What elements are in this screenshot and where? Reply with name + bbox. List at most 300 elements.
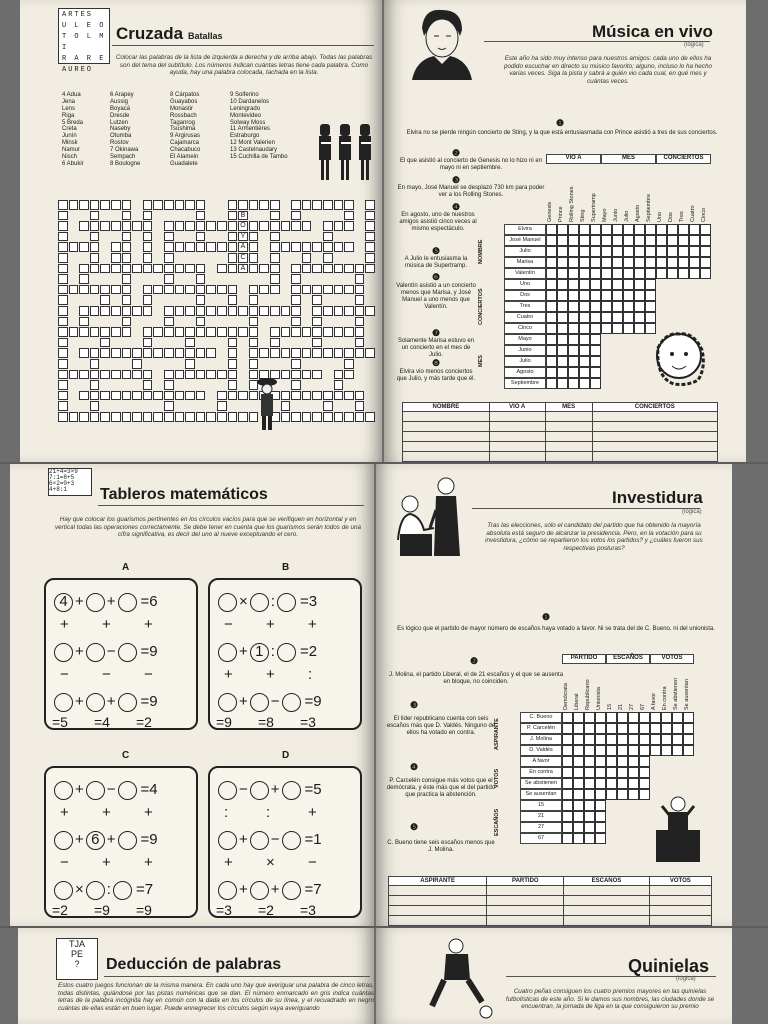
crossword-cell-filled[interactable]: A xyxy=(238,264,248,274)
crossword-cell[interactable] xyxy=(312,327,322,337)
crossword-cell[interactable] xyxy=(228,253,238,263)
crossword-cell[interactable] xyxy=(249,200,259,210)
crossword-cell[interactable] xyxy=(100,348,110,358)
grid-cell[interactable] xyxy=(634,246,645,257)
grid-cell[interactable] xyxy=(601,268,612,279)
crossword-cell[interactable] xyxy=(90,242,100,252)
crossword-cell[interactable] xyxy=(69,200,79,210)
crossword-cell[interactable] xyxy=(355,401,365,411)
crossword-cell[interactable] xyxy=(334,264,344,274)
grid-cell[interactable] xyxy=(546,378,557,389)
crossword-cell[interactable] xyxy=(111,391,121,401)
crossword-cell[interactable] xyxy=(355,317,365,327)
crossword-cell[interactable] xyxy=(291,306,301,316)
crossword-cell[interactable] xyxy=(196,295,206,305)
crossword-cell[interactable] xyxy=(175,285,185,295)
crossword-cell[interactable] xyxy=(323,327,333,337)
crossword-cell[interactable] xyxy=(143,306,153,316)
crossword-cell[interactable] xyxy=(175,306,185,316)
crossword-cell[interactable] xyxy=(153,327,163,337)
grid-cell[interactable] xyxy=(557,268,568,279)
crossword-cell[interactable] xyxy=(58,211,68,221)
answer-cell[interactable] xyxy=(545,452,592,462)
crossword-cell[interactable] xyxy=(122,391,132,401)
crossword-cell[interactable] xyxy=(238,200,248,210)
crossword-cell[interactable] xyxy=(302,370,312,380)
crossword-cell[interactable] xyxy=(217,285,227,295)
crossword-cell[interactable] xyxy=(238,327,248,337)
grid-cell[interactable] xyxy=(639,778,650,789)
grid-cell[interactable] xyxy=(683,723,694,734)
grid-cell[interactable] xyxy=(590,323,601,334)
crossword-cell[interactable] xyxy=(132,264,142,274)
grid-cell[interactable] xyxy=(595,811,606,822)
digit-circle[interactable] xyxy=(86,593,105,612)
grid-cell[interactable] xyxy=(683,712,694,723)
grid-cell[interactable] xyxy=(573,767,584,778)
digit-circle[interactable] xyxy=(282,831,301,850)
answer-cell[interactable] xyxy=(592,422,717,432)
grid-cell[interactable] xyxy=(612,301,623,312)
grid-cell[interactable] xyxy=(617,712,628,723)
crossword-cell[interactable] xyxy=(228,264,238,274)
grid-cell[interactable] xyxy=(628,734,639,745)
crossword-cell[interactable] xyxy=(185,264,195,274)
crossword-cell[interactable] xyxy=(90,200,100,210)
grid-cell[interactable] xyxy=(634,301,645,312)
digit-circle[interactable] xyxy=(218,831,237,850)
crossword-cell[interactable] xyxy=(355,306,365,316)
crossword-cell[interactable] xyxy=(185,348,195,358)
grid-cell[interactable] xyxy=(568,246,579,257)
grid-cell[interactable] xyxy=(590,235,601,246)
crossword-cell[interactable] xyxy=(90,327,100,337)
crossword-cell[interactable] xyxy=(122,242,132,252)
answer-cell[interactable] xyxy=(487,886,564,896)
crossword-cell[interactable] xyxy=(249,359,259,369)
grid-cell[interactable] xyxy=(634,257,645,268)
answer-cell[interactable] xyxy=(389,896,487,906)
grid-cell[interactable] xyxy=(568,334,579,345)
grid-cell[interactable] xyxy=(661,734,672,745)
grid-cell[interactable] xyxy=(601,301,612,312)
crossword-cell[interactable] xyxy=(132,370,142,380)
grid-cell[interactable] xyxy=(628,789,639,800)
grid-cell[interactable] xyxy=(557,345,568,356)
crossword-cell[interactable] xyxy=(312,285,322,295)
digit-circle[interactable] xyxy=(277,593,296,612)
crossword-cell-filled[interactable]: Y xyxy=(238,232,248,242)
crossword-cell[interactable] xyxy=(291,200,301,210)
crossword-cell[interactable] xyxy=(270,274,280,284)
grid-cell[interactable] xyxy=(623,268,634,279)
answer-cell[interactable] xyxy=(592,442,717,452)
crossword-cell[interactable] xyxy=(228,306,238,316)
crossword-cell[interactable] xyxy=(153,200,163,210)
crossword-cell[interactable] xyxy=(249,221,259,231)
crossword-cell[interactable] xyxy=(90,264,100,274)
crossword-cell[interactable] xyxy=(323,412,333,422)
grid-cell[interactable] xyxy=(656,246,667,257)
crossword-cell[interactable] xyxy=(143,348,153,358)
crossword-cell[interactable] xyxy=(164,327,174,337)
grid-cell[interactable] xyxy=(606,712,617,723)
crossword-cell[interactable] xyxy=(270,306,280,316)
crossword-cell-filled[interactable]: C xyxy=(238,253,248,263)
crossword-cell[interactable] xyxy=(122,200,132,210)
crossword-cell[interactable] xyxy=(270,242,280,252)
digit-circle[interactable] xyxy=(54,643,73,662)
crossword-cell[interactable] xyxy=(344,306,354,316)
answer-cell[interactable] xyxy=(489,422,545,432)
grid-cell[interactable] xyxy=(645,224,656,235)
crossword-cell[interactable] xyxy=(365,264,375,274)
crossword-cell[interactable] xyxy=(153,348,163,358)
crossword-cell[interactable] xyxy=(217,306,227,316)
grid-cell[interactable] xyxy=(584,767,595,778)
grid-cell[interactable] xyxy=(617,734,628,745)
crossword-cell[interactable] xyxy=(217,401,227,411)
crossword-cell[interactable] xyxy=(196,232,206,242)
grid-cell[interactable] xyxy=(562,789,573,800)
grid-cell[interactable] xyxy=(579,235,590,246)
crossword-cell[interactable] xyxy=(334,285,344,295)
grid-cell[interactable] xyxy=(612,268,623,279)
crossword-cell[interactable] xyxy=(58,380,68,390)
crossword-cell[interactable] xyxy=(122,317,132,327)
digit-circle[interactable] xyxy=(118,781,137,800)
digit-circle[interactable] xyxy=(86,643,105,662)
answer-cell[interactable] xyxy=(389,906,487,916)
answer-table[interactable] xyxy=(388,876,712,926)
digit-circle[interactable] xyxy=(118,693,137,712)
crossword-cell[interactable] xyxy=(111,253,121,263)
crossword-cell[interactable] xyxy=(291,221,301,231)
crossword-cell[interactable] xyxy=(355,285,365,295)
crossword-cell[interactable] xyxy=(143,211,153,221)
crossword-cell[interactable] xyxy=(175,221,185,231)
crossword-cell[interactable] xyxy=(90,359,100,369)
crossword-cell[interactable] xyxy=(281,327,291,337)
crossword-cell[interactable] xyxy=(344,264,354,274)
answer-cell[interactable] xyxy=(403,422,490,432)
crossword-cell[interactable] xyxy=(281,306,291,316)
grid-cell[interactable] xyxy=(546,323,557,334)
crossword-cell[interactable] xyxy=(143,380,153,390)
crossword-cell[interactable] xyxy=(143,370,153,380)
crossword-cell[interactable] xyxy=(259,221,269,231)
crossword-cell[interactable] xyxy=(196,221,206,231)
grid-cell[interactable] xyxy=(650,712,661,723)
digit-circle[interactable]: 1 xyxy=(250,643,269,662)
crossword-cell[interactable] xyxy=(302,348,312,358)
grid-cell[interactable] xyxy=(672,712,683,723)
crossword-cell[interactable] xyxy=(58,412,68,422)
answer-row[interactable] xyxy=(389,896,712,906)
crossword-cell[interactable] xyxy=(302,264,312,274)
answer-cell[interactable] xyxy=(489,452,545,462)
grid-cell[interactable] xyxy=(645,257,656,268)
grid-cell[interactable] xyxy=(590,345,601,356)
crossword-cell[interactable] xyxy=(58,370,68,380)
crossword-cell[interactable] xyxy=(302,242,312,252)
grid-cell[interactable] xyxy=(595,723,606,734)
crossword-cell[interactable] xyxy=(111,221,121,231)
crossword-cell[interactable] xyxy=(206,285,216,295)
crossword-cell[interactable] xyxy=(302,200,312,210)
crossword-cell[interactable] xyxy=(291,285,301,295)
grid-cell[interactable] xyxy=(579,246,590,257)
grid-cell[interactable] xyxy=(595,767,606,778)
crossword-cell[interactable] xyxy=(206,412,216,422)
grid-cell[interactable] xyxy=(601,257,612,268)
grid-cell[interactable] xyxy=(568,279,579,290)
digit-circle[interactable] xyxy=(218,881,237,900)
crossword-cell[interactable] xyxy=(217,221,227,231)
crossword-cell[interactable] xyxy=(122,221,132,231)
grid-cell[interactable] xyxy=(656,268,667,279)
grid-cell[interactable] xyxy=(562,811,573,822)
grid-cell[interactable] xyxy=(584,789,595,800)
grid-cell[interactable] xyxy=(595,745,606,756)
grid-cell[interactable] xyxy=(546,224,557,235)
crossword-cell[interactable] xyxy=(58,285,68,295)
grid-cell[interactable] xyxy=(557,224,568,235)
crossword-cell[interactable] xyxy=(79,370,89,380)
grid-cell[interactable] xyxy=(639,712,650,723)
crossword-cell[interactable] xyxy=(259,306,269,316)
grid-cell[interactable] xyxy=(595,800,606,811)
grid-cell[interactable] xyxy=(595,712,606,723)
grid-cell[interactable] xyxy=(557,367,568,378)
crossword-cell[interactable] xyxy=(185,285,195,295)
grid-cell[interactable] xyxy=(579,345,590,356)
crossword-cell[interactable] xyxy=(164,380,174,390)
crossword-cell[interactable] xyxy=(334,221,344,231)
crossword-cell[interactable] xyxy=(122,253,132,263)
grid-cell[interactable] xyxy=(590,312,601,323)
crossword-cell[interactable] xyxy=(323,253,333,263)
crossword-cell[interactable] xyxy=(312,200,322,210)
grid-cell[interactable] xyxy=(557,246,568,257)
grid-cell[interactable] xyxy=(579,224,590,235)
crossword-cell[interactable] xyxy=(164,253,174,263)
grid-cell[interactable] xyxy=(546,279,557,290)
grid-cell[interactable] xyxy=(584,745,595,756)
crossword-cell[interactable] xyxy=(175,391,185,401)
crossword-cell[interactable] xyxy=(79,412,89,422)
crossword-cell[interactable] xyxy=(58,338,68,348)
crossword-cell[interactable] xyxy=(355,391,365,401)
grid-cell[interactable] xyxy=(601,246,612,257)
answer-cell[interactable] xyxy=(389,886,487,896)
digit-circle[interactable] xyxy=(118,593,137,612)
grid-cell[interactable] xyxy=(628,767,639,778)
grid-cell[interactable] xyxy=(601,235,612,246)
crossword-cell[interactable] xyxy=(143,327,153,337)
crossword-cell[interactable] xyxy=(100,338,110,348)
grid-cell[interactable] xyxy=(584,800,595,811)
grid-cell[interactable] xyxy=(546,312,557,323)
grid-cell[interactable] xyxy=(584,811,595,822)
crossword-cell[interactable] xyxy=(79,264,89,274)
digit-circle[interactable] xyxy=(118,643,137,662)
grid-cell[interactable] xyxy=(568,257,579,268)
crossword-cell[interactable] xyxy=(153,285,163,295)
crossword-cell[interactable] xyxy=(100,327,110,337)
answer-cell[interactable] xyxy=(487,916,564,926)
grid-cell[interactable] xyxy=(689,235,700,246)
crossword-cell[interactable] xyxy=(238,412,248,422)
crossword-cell[interactable] xyxy=(100,370,110,380)
crossword-cell[interactable] xyxy=(122,370,132,380)
crossword-cell[interactable] xyxy=(291,370,301,380)
grid-cell[interactable] xyxy=(590,367,601,378)
grid-cell[interactable] xyxy=(590,246,601,257)
crossword-cell[interactable] xyxy=(291,412,301,422)
crossword-cell[interactable] xyxy=(259,348,269,358)
grid-cell[interactable] xyxy=(568,345,579,356)
crossword-cell[interactable] xyxy=(79,317,89,327)
grid-cell[interactable] xyxy=(623,235,634,246)
grid-cell[interactable] xyxy=(661,723,672,734)
crossword-cell[interactable] xyxy=(281,391,291,401)
grid-cell[interactable] xyxy=(634,235,645,246)
answer-row[interactable] xyxy=(389,916,712,926)
crossword-cell[interactable] xyxy=(143,253,153,263)
crossword-cell[interactable] xyxy=(302,253,312,263)
crossword-cell[interactable] xyxy=(90,412,100,422)
crossword-cell[interactable] xyxy=(164,348,174,358)
grid-cell[interactable] xyxy=(617,767,628,778)
grid-cell[interactable] xyxy=(683,734,694,745)
grid-cell[interactable] xyxy=(595,822,606,833)
crossword-cell[interactable] xyxy=(58,221,68,231)
crossword-cell[interactable] xyxy=(196,327,206,337)
digit-circle[interactable] xyxy=(250,781,269,800)
crossword-grid[interactable] xyxy=(58,200,378,440)
grid-cell[interactable] xyxy=(606,756,617,767)
crossword-cell[interactable] xyxy=(365,306,375,316)
grid-cell[interactable] xyxy=(546,246,557,257)
crossword-cell[interactable] xyxy=(185,327,195,337)
answer-cell[interactable] xyxy=(403,432,490,442)
grid-cell[interactable] xyxy=(612,279,623,290)
crossword-cell[interactable] xyxy=(281,242,291,252)
crossword-cell[interactable] xyxy=(217,412,227,422)
crossword-cell[interactable] xyxy=(90,253,100,263)
crossword-cell[interactable] xyxy=(365,200,375,210)
crossword-cell[interactable] xyxy=(312,306,322,316)
grid-cell[interactable] xyxy=(568,367,579,378)
crossword-cell[interactable] xyxy=(228,370,238,380)
crossword-cell[interactable] xyxy=(143,391,153,401)
grid-cell[interactable] xyxy=(573,833,584,844)
grid-cell[interactable] xyxy=(546,290,557,301)
answer-cell[interactable] xyxy=(649,906,711,916)
crossword-cell[interactable] xyxy=(206,370,216,380)
grid-cell[interactable] xyxy=(672,734,683,745)
grid-cell[interactable] xyxy=(628,745,639,756)
crossword-cell[interactable] xyxy=(185,412,195,422)
answer-cell[interactable] xyxy=(489,432,545,442)
crossword-cell[interactable] xyxy=(291,391,301,401)
answer-row[interactable] xyxy=(403,432,718,442)
crossword-cell[interactable] xyxy=(79,306,89,316)
grid-cell[interactable] xyxy=(557,301,568,312)
crossword-cell[interactable] xyxy=(100,285,110,295)
grid-cell[interactable] xyxy=(606,745,617,756)
grid-cell[interactable] xyxy=(617,756,628,767)
grid-cell[interactable] xyxy=(667,246,678,257)
crossword-cell[interactable] xyxy=(164,242,174,252)
crossword-cell[interactable] xyxy=(238,391,248,401)
digit-circle[interactable] xyxy=(218,593,237,612)
grid-cell[interactable] xyxy=(656,257,667,268)
crossword-cell[interactable] xyxy=(143,221,153,231)
crossword-cell[interactable] xyxy=(196,370,206,380)
grid-cell[interactable] xyxy=(590,268,601,279)
crossword-cell[interactable] xyxy=(334,380,344,390)
grid-cell[interactable] xyxy=(623,246,634,257)
crossword-cell[interactable] xyxy=(175,242,185,252)
crossword-cell[interactable] xyxy=(132,348,142,358)
grid-cell[interactable] xyxy=(678,246,689,257)
crossword-cell[interactable] xyxy=(312,348,322,358)
crossword-cell[interactable] xyxy=(344,391,354,401)
grid-cell[interactable] xyxy=(634,312,645,323)
grid-cell[interactable] xyxy=(573,756,584,767)
digit-circle[interactable] xyxy=(250,881,269,900)
crossword-cell[interactable] xyxy=(281,412,291,422)
grid-cell[interactable] xyxy=(557,290,568,301)
crossword-cell[interactable] xyxy=(228,285,238,295)
grid-cell[interactable] xyxy=(700,235,711,246)
digit-circle[interactable] xyxy=(282,781,301,800)
grid-cell[interactable] xyxy=(661,745,672,756)
crossword-cell[interactable] xyxy=(228,359,238,369)
grid-cell[interactable] xyxy=(667,235,678,246)
crossword-cell[interactable] xyxy=(175,200,185,210)
grid-cell[interactable] xyxy=(579,290,590,301)
grid-cell[interactable] xyxy=(590,279,601,290)
crossword-cell[interactable] xyxy=(122,295,132,305)
crossword-cell[interactable] xyxy=(58,401,68,411)
grid-cell[interactable] xyxy=(612,312,623,323)
crossword-cell[interactable] xyxy=(228,232,238,242)
crossword-cell[interactable] xyxy=(164,370,174,380)
grid-cell[interactable] xyxy=(612,246,623,257)
crossword-cell[interactable] xyxy=(228,211,238,221)
grid-cell[interactable] xyxy=(579,367,590,378)
crossword-cell[interactable] xyxy=(323,348,333,358)
crossword-cell[interactable] xyxy=(334,327,344,337)
crossword-cell[interactable] xyxy=(323,391,333,401)
answer-cell[interactable] xyxy=(564,906,649,916)
answer-cell[interactable] xyxy=(487,896,564,906)
crossword-cell[interactable] xyxy=(185,391,195,401)
crossword-cell[interactable] xyxy=(90,380,100,390)
grid-cell[interactable] xyxy=(546,235,557,246)
grid-cell[interactable] xyxy=(634,323,645,334)
digit-circle[interactable] xyxy=(282,881,301,900)
grid-cell[interactable] xyxy=(562,767,573,778)
crossword-cell[interactable] xyxy=(228,221,238,231)
grid-cell[interactable] xyxy=(557,235,568,246)
crossword-cell[interactable] xyxy=(175,264,185,274)
grid-cell[interactable] xyxy=(546,257,557,268)
crossword-cell[interactable] xyxy=(334,242,344,252)
